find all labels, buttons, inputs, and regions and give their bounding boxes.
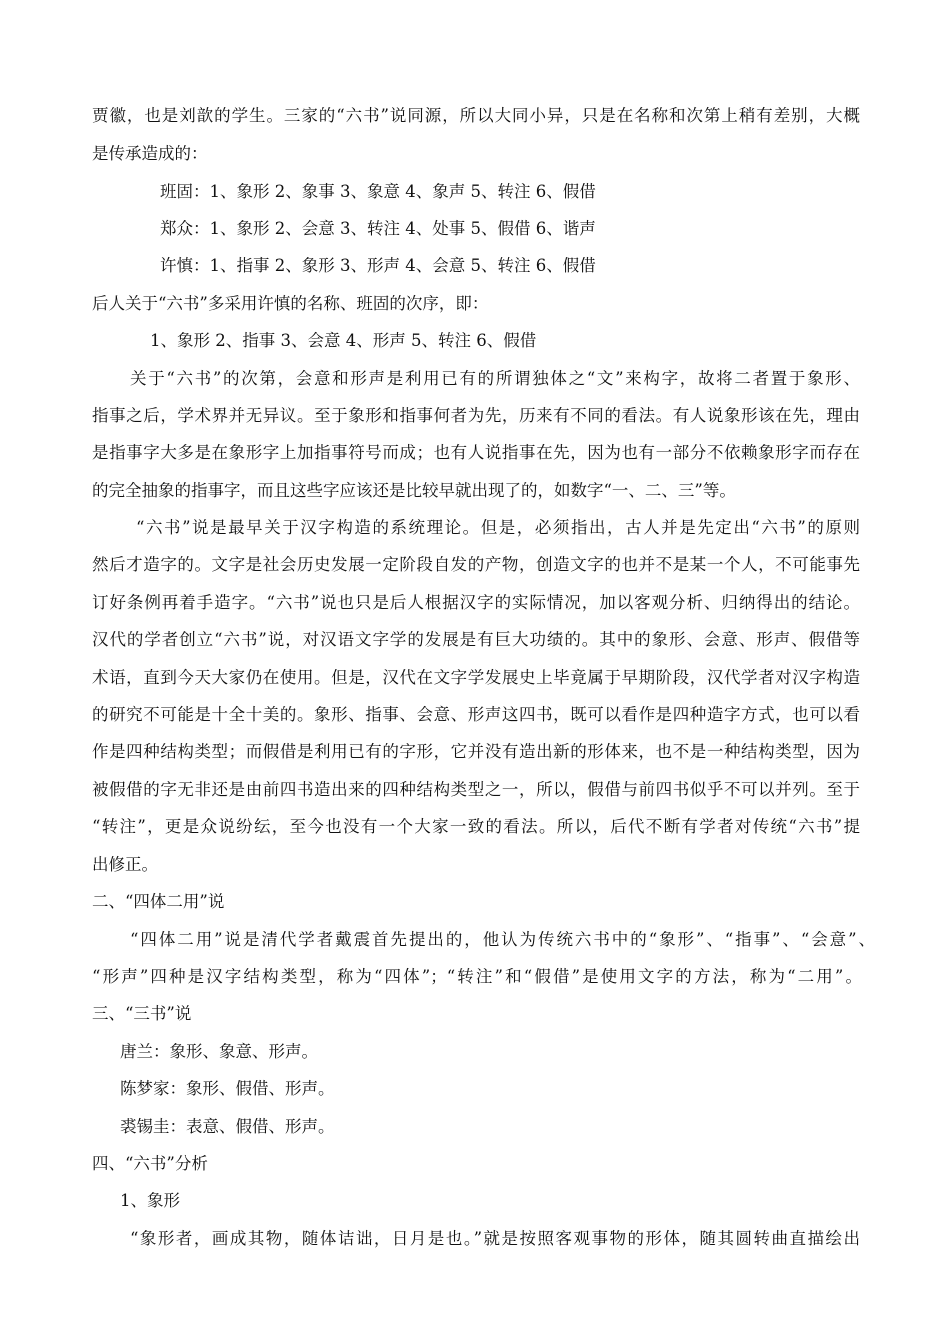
paragraph-line: 是传承造成的： xyxy=(92,144,208,163)
subsection-heading: 1、象形 xyxy=(120,1191,180,1210)
list-item: 班固：1、象形 2、象事 3、象意 4、象声 5、转注 6、假借 xyxy=(160,182,596,201)
paragraph-line: 是指事字大多是在象形字上加指事符号而成；也有人说指事在先，因为也有一部分不依赖象形字而存在 xyxy=(92,443,860,462)
paragraph-line: 作是四种结构类型；而假借是利用已有的字形，它并没有造出新的形体来，也不是一种结构类型，因为 xyxy=(92,742,860,761)
list-item: 郑众：1、象形 2、会意 3、转注 4、处事 5、假借 6、谐声 xyxy=(160,219,596,238)
paragraph-line: “形声”四种是汉字结构类型，称为“四体”；“转注”和“假借”是使用文字的方法，称为“二用”。 xyxy=(92,967,862,986)
list-item: 1、象形 2、指事 3、会意 4、形声 5、转注 6、假借 xyxy=(150,331,537,350)
paragraph-line: 关于“六书”的次第，会意和形声是利用已有的所谓独体之“文”来构字，故将二者置于象形、 xyxy=(130,369,860,388)
paragraph-line: 然后才造字的。文字是社会历史发展一定阶段自发的产物，创造文字的也并不是某一个人，不可能事先 xyxy=(92,555,860,574)
list-item: 裘锡圭：表意、假借、形声。 xyxy=(120,1117,335,1136)
paragraph-line: 后人关于“六书”多采用许慎的名称、班固的次序，即： xyxy=(92,294,489,313)
paragraph-line: 的完全抽象的指事字，而且这些字应该还是比较早就出现了的，如数字“一、二、三”等。 xyxy=(92,481,736,500)
paragraph-line: 订好条例再着手造字。“六书”说也只是后人根据汉字的实际情况，加以客观分析、归纳得出的结论。 xyxy=(92,593,860,612)
paragraph-line: 出修正。 xyxy=(92,855,158,874)
list-item: 陈梦家：象形、假借、形声。 xyxy=(120,1079,335,1098)
paragraph-line: 被假借的字无非还是由前四书造出来的四种结构类型之一，所以，假借与前四书似乎不可以并列。至于 xyxy=(92,780,860,799)
paragraph-line: 的研究不可能是十全十美的。象形、指事、会意、形声这四书，既可以看作是四种造字方式，也可以看 xyxy=(92,705,860,724)
paragraph-line: 汉代的学者创立“六书”说，对汉语文字学的发展是有巨大功绩的。其中的象形、会意、形声、假借等 xyxy=(92,630,860,649)
paragraph-line: 贾徽，也是刘歆的学生。三家的“六书”说同源，所以大同小异，只是在名称和次第上稍有差别，大概 xyxy=(92,106,860,125)
list-item: 许慎：1、指事 2、象形 3、形声 4、会意 5、转注 6、假借 xyxy=(160,256,596,275)
paragraph-line: “四体二用”说是清代学者戴震首先提出的，他认为传统六书中的“象形”、“指事”、“会意”、 xyxy=(130,930,875,949)
paragraph-line: 指事之后，学术界并无异议。至于象形和指事何者为先，历来有不同的看法。有人说象形该在先，理由 xyxy=(92,406,860,425)
list-item: 唐兰：象形、象意、形声。 xyxy=(120,1042,318,1061)
section-heading: 二、“四体二用”说 xyxy=(92,892,225,911)
paragraph-line: 术语，直到今天大家仍在使用。但是，汉代在文字学发展史上毕竟属于早期阶段，汉代学者对汉字构造 xyxy=(92,668,860,687)
paragraph-line: “六书”说是最早关于汉字构造的系统理论。但是，必须指出，古人并是先定出“六书”的原则 xyxy=(136,518,860,537)
section-heading: 三、“三书”说 xyxy=(92,1004,192,1023)
paragraph-line: “转注”，更是众说纷纭，至今也没有一个大家一致的看法。所以，后代不断有学者对传统“六书”提 xyxy=(92,817,860,836)
section-heading: 四、“六书”分析 xyxy=(92,1154,208,1173)
paragraph-line: “象形者，画成其物，随体诘诎，日月是也。”就是按照客观事物的形体，随其圆转曲直描绘出 xyxy=(130,1229,860,1248)
